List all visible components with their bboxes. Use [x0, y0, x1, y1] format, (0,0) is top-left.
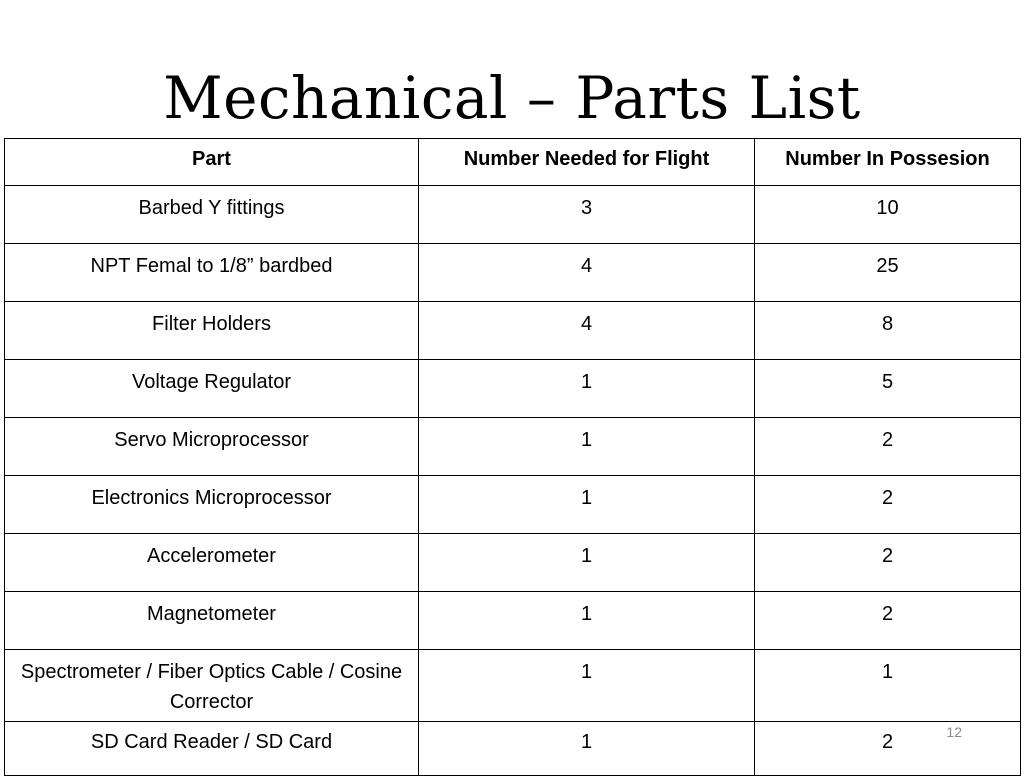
cell-part: Magnetometer [5, 592, 419, 650]
table-row [5, 186, 1021, 244]
cell-part: NPT Femal to 1/8” bardbed [5, 244, 419, 302]
cell-possession: 2 [755, 534, 1021, 592]
table-row [5, 650, 1021, 722]
cell-part: Voltage Regulator [5, 360, 419, 418]
cell-part: SD Card Reader / SD Card [5, 722, 419, 776]
cell-needed: 1 [419, 592, 755, 650]
parts-table [4, 138, 1021, 776]
cell-part: Servo Microprocessor [5, 418, 419, 476]
cell-part: Barbed Y fittings [5, 186, 419, 244]
page-number: 12 [946, 724, 962, 740]
table-row [5, 360, 1021, 418]
cell-needed: 1 [419, 476, 755, 534]
table-row [5, 534, 1021, 592]
cell-possession: 5 [755, 360, 1021, 418]
table-row [5, 244, 1021, 302]
table-header-row [5, 139, 1021, 186]
cell-possession: 2 [755, 476, 1021, 534]
cell-possession: 8 [755, 302, 1021, 360]
cell-possession: 25 [755, 244, 1021, 302]
cell-needed: 1 [419, 722, 755, 776]
cell-needed: 4 [419, 302, 755, 360]
cell-possession: 2 [755, 722, 1021, 776]
cell-needed: 1 [419, 418, 755, 476]
table-row [5, 418, 1021, 476]
cell-part: Accelerometer [5, 534, 419, 592]
cell-possession: 1 [755, 650, 1021, 722]
slide-title: Mechanical – Parts List [163, 64, 861, 132]
cell-part: Spectrometer / Fiber Optics Cable / Cosine Corrector [5, 650, 419, 722]
cell-part: Filter Holders [5, 302, 419, 360]
table-row [5, 722, 1021, 776]
header-part: Part [5, 139, 419, 186]
cell-part: Electronics Microprocessor [5, 476, 419, 534]
cell-possession: 2 [755, 418, 1021, 476]
cell-needed: 1 [419, 534, 755, 592]
table-row [5, 476, 1021, 534]
cell-needed: 3 [419, 186, 755, 244]
cell-needed: 1 [419, 650, 755, 722]
cell-needed: 4 [419, 244, 755, 302]
table-row [5, 302, 1021, 360]
table-row [5, 592, 1021, 650]
header-number-in-possession: Number In Possesion [755, 139, 1021, 186]
cell-possession: 10 [755, 186, 1021, 244]
cell-possession: 2 [755, 592, 1021, 650]
cell-needed: 1 [419, 360, 755, 418]
header-number-needed: Number Needed for Flight [419, 139, 755, 186]
